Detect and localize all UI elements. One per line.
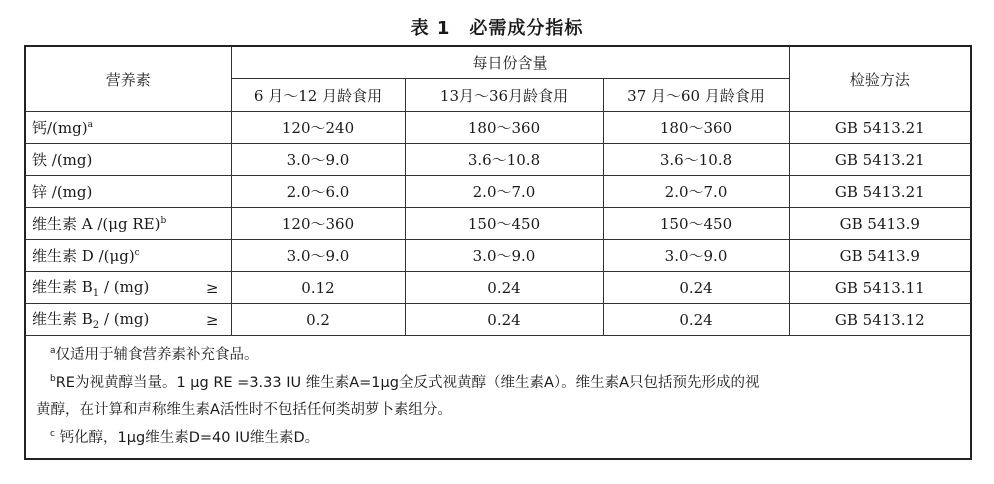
value-cell: 2.0～6.0 [231, 176, 405, 208]
table-row [25, 112, 971, 144]
nutrient-name: 锌 /(mg) [25, 176, 231, 208]
method-cell: GB 5413.12 [789, 304, 971, 336]
value-cell: 3.0～9.0 [231, 144, 405, 176]
value-cell: 150～450 [405, 208, 603, 240]
table-title: 表 1 必需成分指标 [410, 18, 584, 39]
method-cell: GB 5413.21 [789, 144, 971, 176]
value-cell: 0.2 [231, 304, 405, 336]
nutrient-name: 维生素 $B_2 / (mg)$ ≥ [25, 304, 231, 336]
value-cell: 180～360 [405, 112, 603, 144]
ge-sign: ≥ [205, 278, 219, 297]
method-cell: GB 5413.21 [789, 176, 971, 208]
value-cell: 0.24 [405, 304, 603, 336]
note-b: $^b$RE为视黄醇当量。1 μg RE =3.33 IU 维生素A=1μg全反式视黄醇（维生素A）。维生素A只包括预先形成的视 黄醇，在计算和声称维生素A活性时不包括任何类胡萝卜素组分。 [36, 373, 760, 419]
note-c: $^c$ 钙化醇，1μg维生素D=40 IU维生素D。 [50, 428, 320, 446]
value-cell: 0.24 [603, 304, 789, 336]
value-cell: 3.0～9.0 [405, 240, 603, 272]
table-row [25, 176, 971, 208]
header-age-3: 37 月～60 月龄食用 [603, 79, 789, 112]
method-cell: GB 5413.9 [789, 208, 971, 240]
method-cell: GB 5413.11 [789, 272, 971, 304]
value-cell: 3.0～9.0 [603, 240, 789, 272]
nutrient-name: 维生素 $B_1 / (mg)$ ≥ [25, 272, 231, 304]
header-method: 检验方法 [789, 46, 971, 112]
nutrient-name: 维生素 A /(μg RE)$^b$ [25, 208, 231, 240]
value-cell: 120～240 [231, 112, 405, 144]
table-row [25, 272, 971, 304]
note-a: $^a$仅适用于辅食营养素补充食品。 [50, 346, 259, 363]
value-cell: 120～360 [231, 208, 405, 240]
method-cell: GB 5413.21 [789, 112, 971, 144]
table-notes [25, 336, 971, 460]
value-cell: 0.24 [603, 272, 789, 304]
nutrient-name: 钙/(mg)$^a$ [25, 112, 231, 144]
value-cell: 0.12 [231, 272, 405, 304]
header-daily-content: 每日份含量 [231, 46, 789, 79]
value-cell: 3.0～9.0 [231, 240, 405, 272]
ge-sign: ≥ [205, 310, 219, 329]
table-row [25, 144, 971, 176]
value-cell: 150～450 [603, 208, 789, 240]
value-cell: 3.6～10.8 [405, 144, 603, 176]
nutrient-table [24, 45, 972, 460]
table-row [25, 304, 971, 336]
value-cell: 3.6～10.8 [603, 144, 789, 176]
value-cell: 180～360 [603, 112, 789, 144]
value-cell: 2.0～7.0 [405, 176, 603, 208]
value-cell: 0.24 [405, 272, 603, 304]
header-nutrient: 营养素 [25, 46, 231, 112]
header-age-2: 13月～36月龄食用 [405, 79, 603, 112]
header-age-1: 6 月～12 月龄食用 [231, 79, 405, 112]
method-cell: GB 5413.9 [789, 240, 971, 272]
value-cell: 2.0～7.0 [603, 176, 789, 208]
nutrient-name: 维生素 D $/(\mu g)^c$ [25, 240, 231, 272]
table-row [25, 240, 971, 272]
nutrient-name: 铁 /(mg) [25, 144, 231, 176]
table-row [25, 208, 971, 240]
